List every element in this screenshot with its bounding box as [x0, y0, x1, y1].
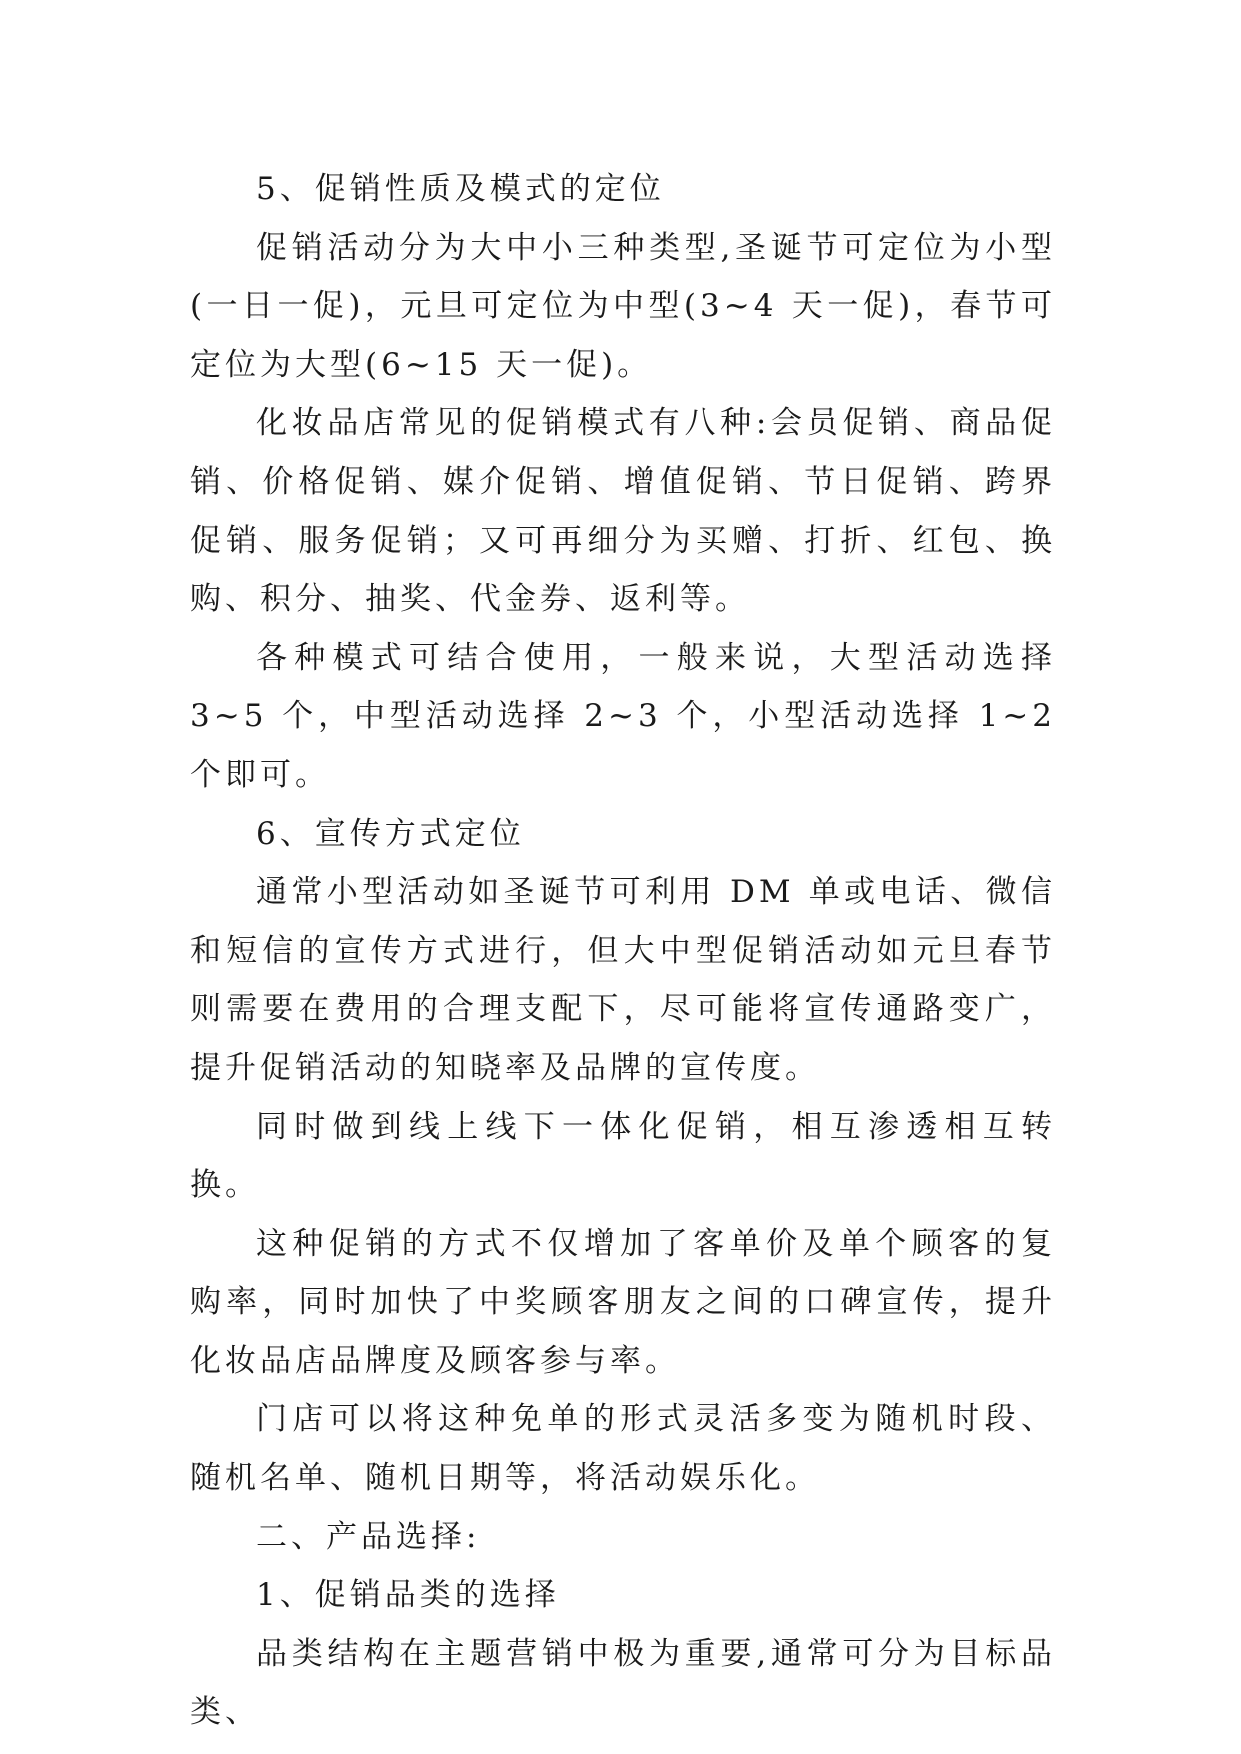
- section-heading-category-selection: 1、促销品类的选择: [256, 1577, 560, 1614]
- section-heading-product-selection: 二、产品选择:: [256, 1518, 481, 1555]
- paragraph-promotion-types: 促销活动分为大中小三种类型,圣诞节可定位为小型(一日一促)，元旦可定位为中型(3~4 天一促)，春节可定位为大型(6~15 天一促)。: [190, 229, 1056, 383]
- section-heading-publicity-positioning: 6、宣传方式定位: [256, 815, 525, 852]
- paragraph-publicity-methods: 通常小型活动如圣诞节可利用 DM 单或电话、微信和短信的宣传方式进行，但大中型促销活动如元旦春节则需要在费用的合理支配下，尽可能将宣传通路变广，提升促销活动的知晓率及品牌的宣传度。: [190, 874, 1056, 1086]
- paragraph-repurchase-rate: 这种促销的方式不仅增加了客单价及单个顾客的复购率，同时加快了中奖顾客朋友之间的口碑宣传，提升化妆品店品牌度及顾客参与率。: [190, 1225, 1056, 1379]
- paragraph-free-order-forms: 门店可以将这种免单的形式灵活多变为随机时段、随机名单、随机日期等，将活动娱乐化。: [190, 1401, 1056, 1497]
- paragraph-online-offline: 同时做到线上线下一体化促销，相互渗透相互转换。: [190, 1108, 1056, 1204]
- section-heading-promotion-positioning: 5、促销性质及模式的定位: [256, 171, 665, 207]
- paragraph-promotion-modes: 化妆品店常见的促销模式有八种:会员促销、商品促销、价格促销、媒介促销、增值促销、节日促销、跨界促销、服务促销；又可再细分为买赠、打折、红包、换购、积分、抽奖、代金券、返利等。: [190, 405, 1056, 618]
- paragraph-mode-combination: 各种模式可结合使用，一般来说，大型活动选择 3~5 个，中型活动选择 2~3 个，小型活动选择 1~2 个即可。: [190, 639, 1056, 793]
- paragraph-category-structure: 品类结构在主题营销中极为重要,通常可分为目标品类、: [190, 1635, 1056, 1731]
- document-body: [190, 160, 1056, 1742]
